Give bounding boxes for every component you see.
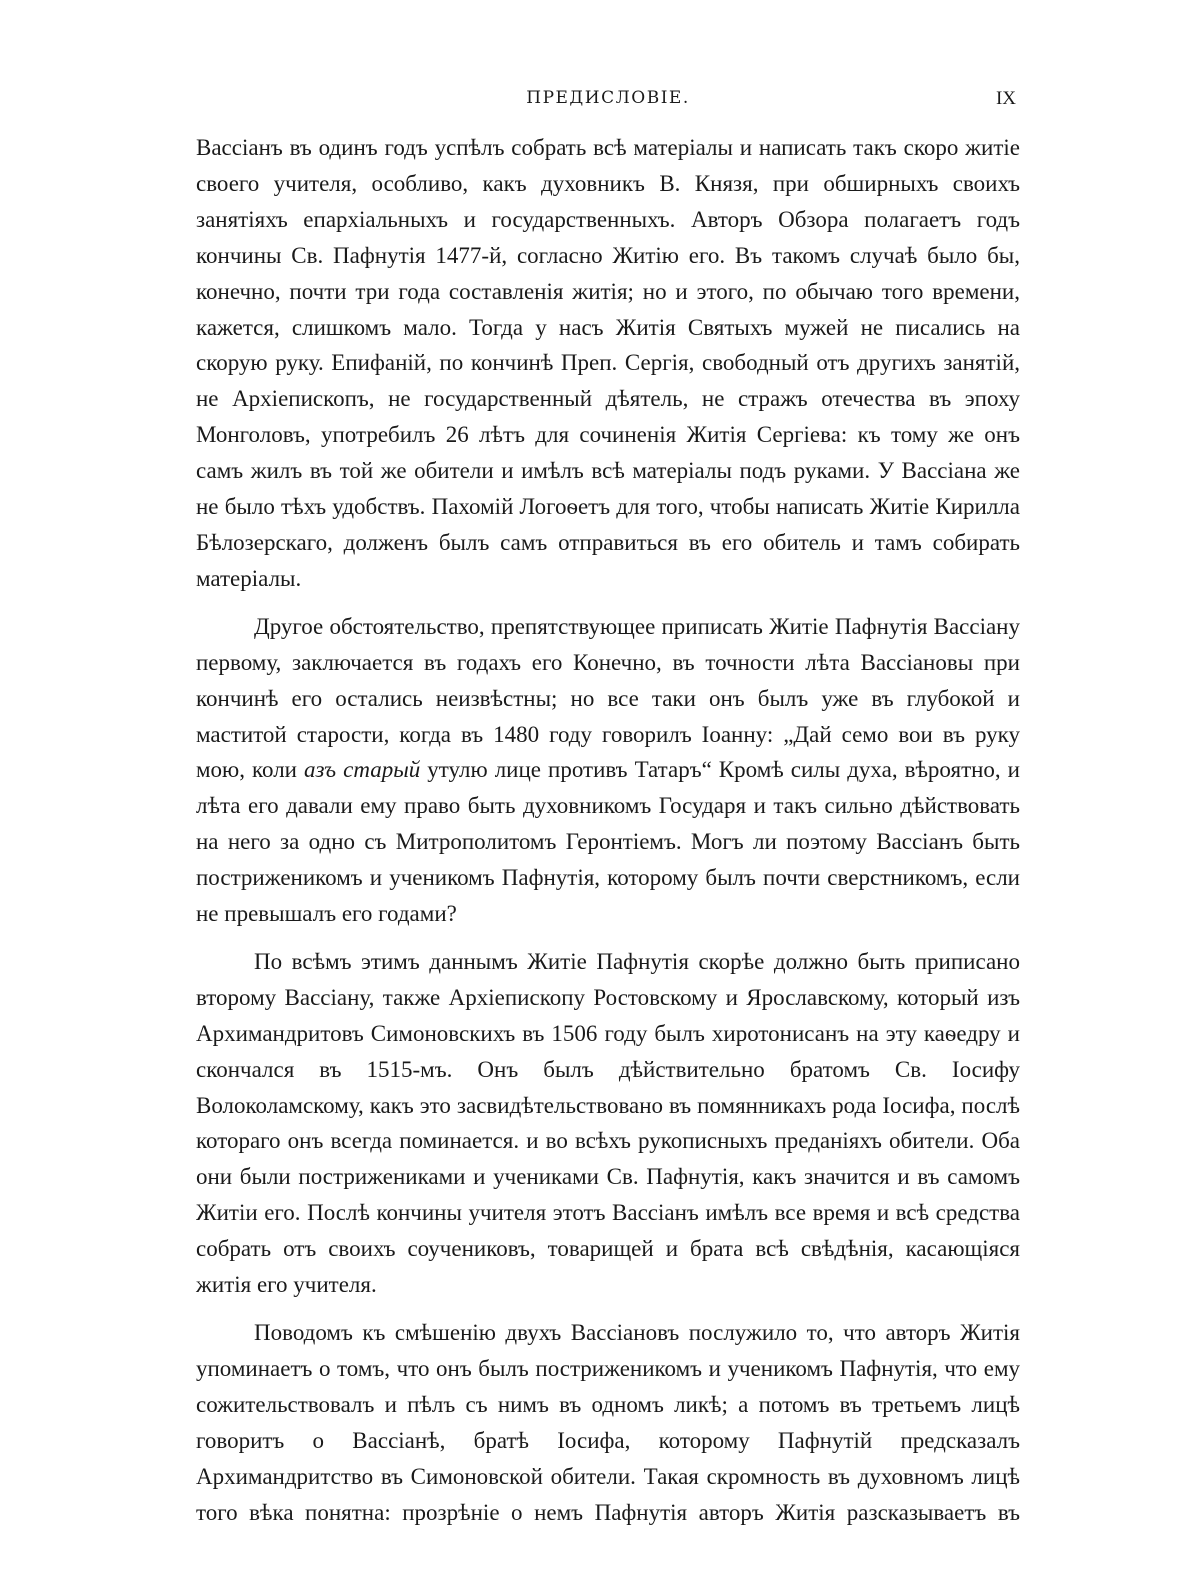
paragraph-3: По всѣмъ этимъ даннымъ Житіе Пафнутія скорѣе должно быть приписано второму Вассіану, также Архіепископу Ростовскому и Ярославскому, который изъ Архимандритовъ Симоновскихъ въ 1506 году былъ хиротонисанъ на эту каѳедру и скончался въ 1515-мъ. Онъ былъ дѣйствительно братомъ Св. Іосифу Волоколамскому, какъ это засвидѣтельствовано въ помянникахъ рода Іосифа, послѣ котораго онъ всегда поминается. и во всѣхъ рукописныхъ преданіяхъ обители. Оба они были пострижениками и учениками Св. Пафнутія, какъ значится и въ самомъ Житіи его. Послѣ кончины учителя этотъ Вассіанъ имѣлъ все время и всѣ средства собрать отъ своихъ соучениковъ, товарищей и брата всѣ свѣдѣнія, касающіяся житія его учителя. bbox=[196, 948, 1020, 1298]
paragraph-2-text-start: Другое обстоятельство, препятствующее приписать Житіе Пафнутія Вассіану первому, заключается въ годахъ его Конечно, въ точности лѣта Вассіановы при кончинѣ его остались неизвѣстны; но все таки онъ былъ уже въ глубокой и маститой старости, когда въ 1480 году говорилъ Іоанну: „Дай семо вои въ руку мою, коли bbox=[196, 613, 1020, 783]
paragraph-2-text-end: утулю лице противъ Татаръ“ Кромѣ силы духа, вѣроятно, и лѣта его давали ему право быть духовникомъ Государя и такъ сильно дѣйствовать на него за одно съ Митрополитомъ Геронтіемъ. Могъ ли поэтому Вассіанъ быть постриженикомъ и ученикомъ Пафнутія, которому былъ почти сверстникомъ, если не превышалъ его годами? bbox=[196, 757, 1020, 927]
running-header bbox=[196, 88, 1020, 118]
paragraph-2 bbox=[196, 609, 1020, 932]
book-page bbox=[196, 88, 1020, 1530]
paragraph-4: Поводомъ къ смѣшенію двухъ Вассіановъ послужило то, что авторъ Житія упоминаетъ о томъ, что онъ былъ постриженикомъ и ученикомъ Пафнутія, что ему сожительствовалъ и пѣлъ съ нимъ въ одномъ ликѣ; а потомъ въ третьемъ лицѣ говоритъ о Вассіанѣ, братѣ Іосифа, которому Пафнутій предсказалъ Архимандритство въ Симоновской обители. Такая скромность въ духовномъ лицѣ того вѣка понятна: прозрѣніе о немъ Пафнутія авторъ Житія разсказываетъ въ bbox=[196, 1320, 1020, 1525]
paragraph-1: Вассіанъ въ одинъ годъ успѣлъ собрать всѣ матеріалы и написать такъ скоро житіе своего учителя, особливо, какъ духовникъ В. Князя, при обширныхъ своихъ занятіяхъ епархіальныхъ и государственныхъ. Авторъ Обзора полагаетъ годъ кончины Св. Пафнутія 1477-й, согласно Житію его. Въ такомъ случаѣ было бы, конечно, почти три года составленія житія; но и этого, по обычаю того времени, кажется, слишкомъ мало. Тогда у насъ Житія Святыхъ мужей не писались на скорую руку. Епифаній, по кончинѣ Преп. Сергія, свободный отъ другихъ занятій, не Архіепископъ, не государственный дѣятель, не стражъ отечества въ эпоху Монголовъ, употребилъ 26 лѣтъ для сочиненія Житія Сергіева: къ тому же онъ самъ жилъ въ той же обители и имѣлъ всѣ матеріалы подъ руками. У Вассіана же не было тѣхъ удобствъ. Пахомій Логоѳетъ для того, чтобы написать Житіе Кирилла Бѣлозерскаго, долженъ былъ самъ отправиться въ его обитель и тамъ собирать матеріалы. bbox=[196, 135, 1020, 591]
italic-phrase: азъ старый bbox=[304, 757, 421, 783]
page-number: IX bbox=[995, 88, 1016, 109]
page-title: ПРЕДИСЛОВІЕ. bbox=[526, 88, 690, 108]
